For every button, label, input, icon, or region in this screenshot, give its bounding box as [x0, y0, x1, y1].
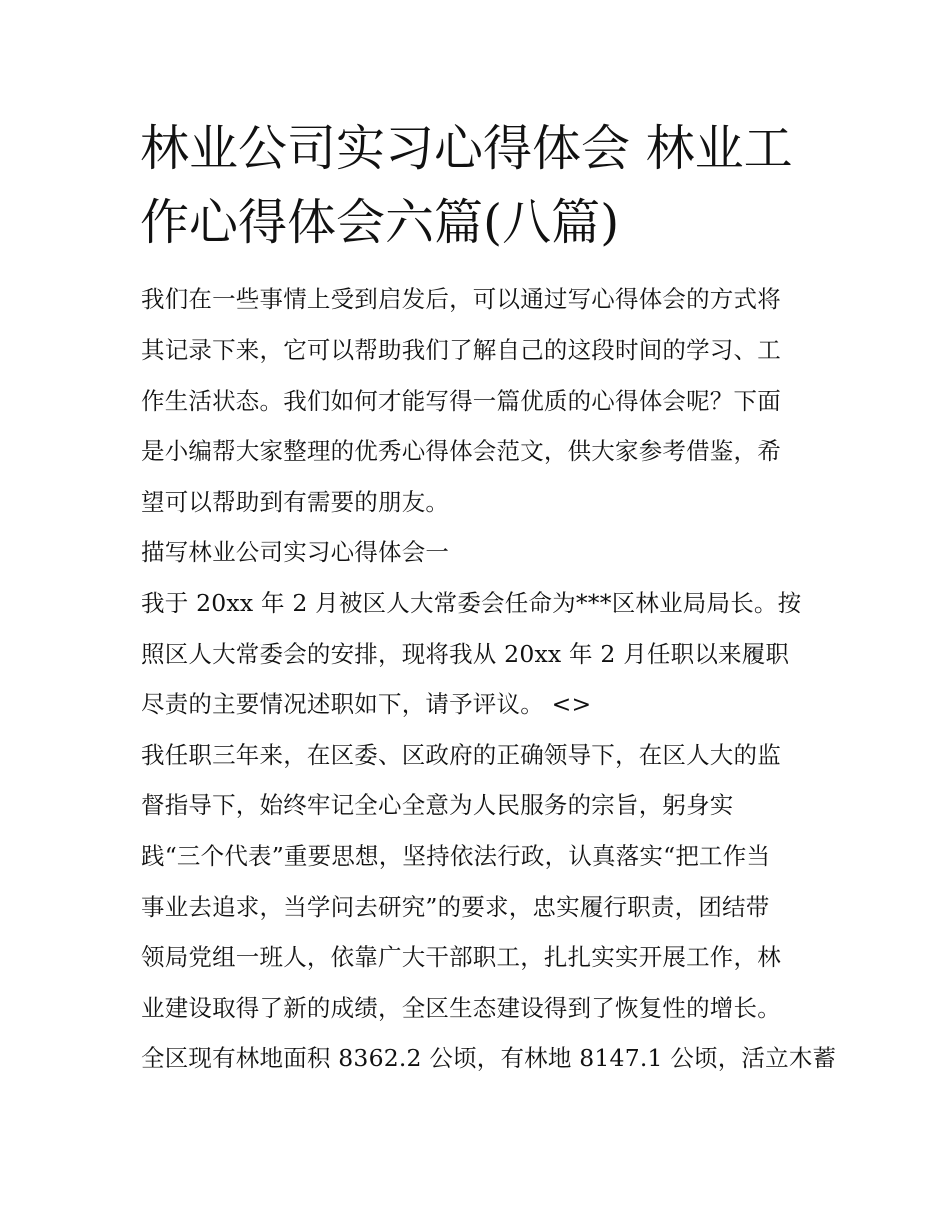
body-line: 我们在一些事情上受到启发后，可以通过写心得体会的方式将: [141, 285, 781, 313]
body-line: 业建设取得了新的成绩，全区生态建设得到了恢复性的增长。: [141, 994, 781, 1022]
title-line-1: 林业公司实习心得体会 林业工: [140, 120, 793, 177]
body-line: 望可以帮助到有需要的朋友。: [141, 488, 450, 516]
document-title: [140, 112, 830, 260]
body-line: 照区人大常委会的安排，现将我从 20xx 年 2 月任职以来履职: [141, 640, 790, 668]
body-line: 尽责的主要情况述职如下，请予评议。 <>: [141, 690, 592, 718]
body-line: 事业去追求，当学问去研究”的要求，忠实履行职责，团结带: [141, 893, 770, 921]
title-line-2: 作心得体会六篇(八篇): [140, 194, 620, 251]
body-line: 我于 20xx 年 2 月被区人大常委会任命为***区林业局局长。按: [141, 589, 802, 617]
body-line: 践“三个代表”重要思想，坚持依法行政，认真落实“把工作当: [141, 842, 771, 870]
body-line: 作生活状态。我们如何才能写得一篇优质的心得体会呢？下面: [141, 387, 781, 415]
section-heading: 描写林业公司实习心得体会一: [141, 538, 450, 566]
body-line: 全区现有林地面积 8362.2 公顷，有林地 8147.1 公顷，活立木蓄: [141, 1044, 837, 1072]
body-line: 是小编帮大家整理的优秀心得体会范文，供大家参考借鉴，希: [141, 437, 781, 465]
body-line: 领局党组一班人，依靠广大干部职工，扎扎实实开展工作，林: [141, 943, 781, 971]
body-line: 督指导下，始终牢记全心全意为人民服务的宗旨，躬身实: [141, 791, 734, 819]
body-line: 我任职三年来，在区委、区政府的正确领导下，在区人大的监: [141, 741, 781, 769]
body-line: 其记录下来，它可以帮助我们了解自己的这段时间的学习、工: [141, 336, 781, 364]
